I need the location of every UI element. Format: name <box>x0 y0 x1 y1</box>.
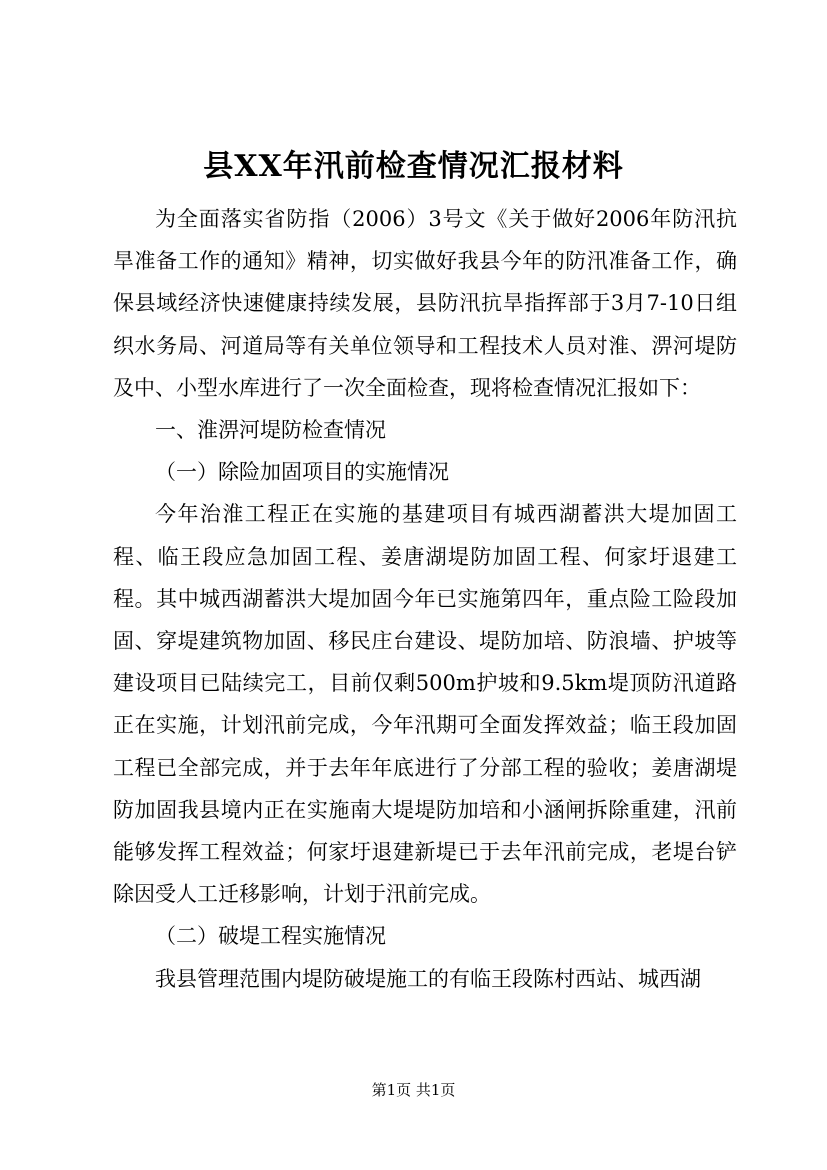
document-title: 县XX年汛前检查情况汇报材料 <box>203 149 624 184</box>
intro-paragraph: 为全面落实省防指（2006）3号文《关于做好2006年防汛抗旱准备工作的通知》精神，切实做好我县今年的防汛准备工作，确保县域经济快速健康持续发展，县防汛抗旱指挥部于3月7-10日组织水务局、河道局等有关单位领导和工程技术人员对淮、淠河堤防及中、小型水库进行了一次全面检查，现将检查情况汇报如下： <box>113 207 737 400</box>
page-footer: 第1页 共1页 <box>371 1081 456 1099</box>
body-paragraph-1: 今年治淮工程正在实施的基建项目有城西湖蓄洪大堤加固工程、临王段应急加固工程、姜唐湖堤防加固工程、何家圩退建工程。其中城西湖蓄洪大堤加固今年已实施第四年，重点险工险段加固、穿堤建筑物加固、移民庄台建设、堤防加培、防浪墙、护坡等建设项目已陆续完工，目前仅剩500m护坡和9.5km堤顶防汛道路正在实施，计划汛前完成，今年汛期可全面发挥效益；临王段加固工程已全部完成，并于去年年底进行了分部工程的验收；姜唐湖堤防加固我县境内正在实施南大堤堤防加培和小涵闸拆除重建，汛前能够发挥工程效益；何家圩退建新堤已于去年汛前完成，老堤台铲除因受人工迁移影响，计划于汛前完成。 <box>113 502 737 907</box>
document-body <box>113 198 737 1000</box>
section-heading-1: 一、淮淠河堤防检查情况 <box>155 418 386 443</box>
body-paragraph-2: 我县管理范围内堤防破堤施工的有临王段陈村西站、城西湖 <box>155 966 701 991</box>
subsection-heading-1: （一）除险加固项目的实施情况 <box>155 460 449 485</box>
subsection-heading-2: （二）破堤工程实施情况 <box>155 924 386 949</box>
